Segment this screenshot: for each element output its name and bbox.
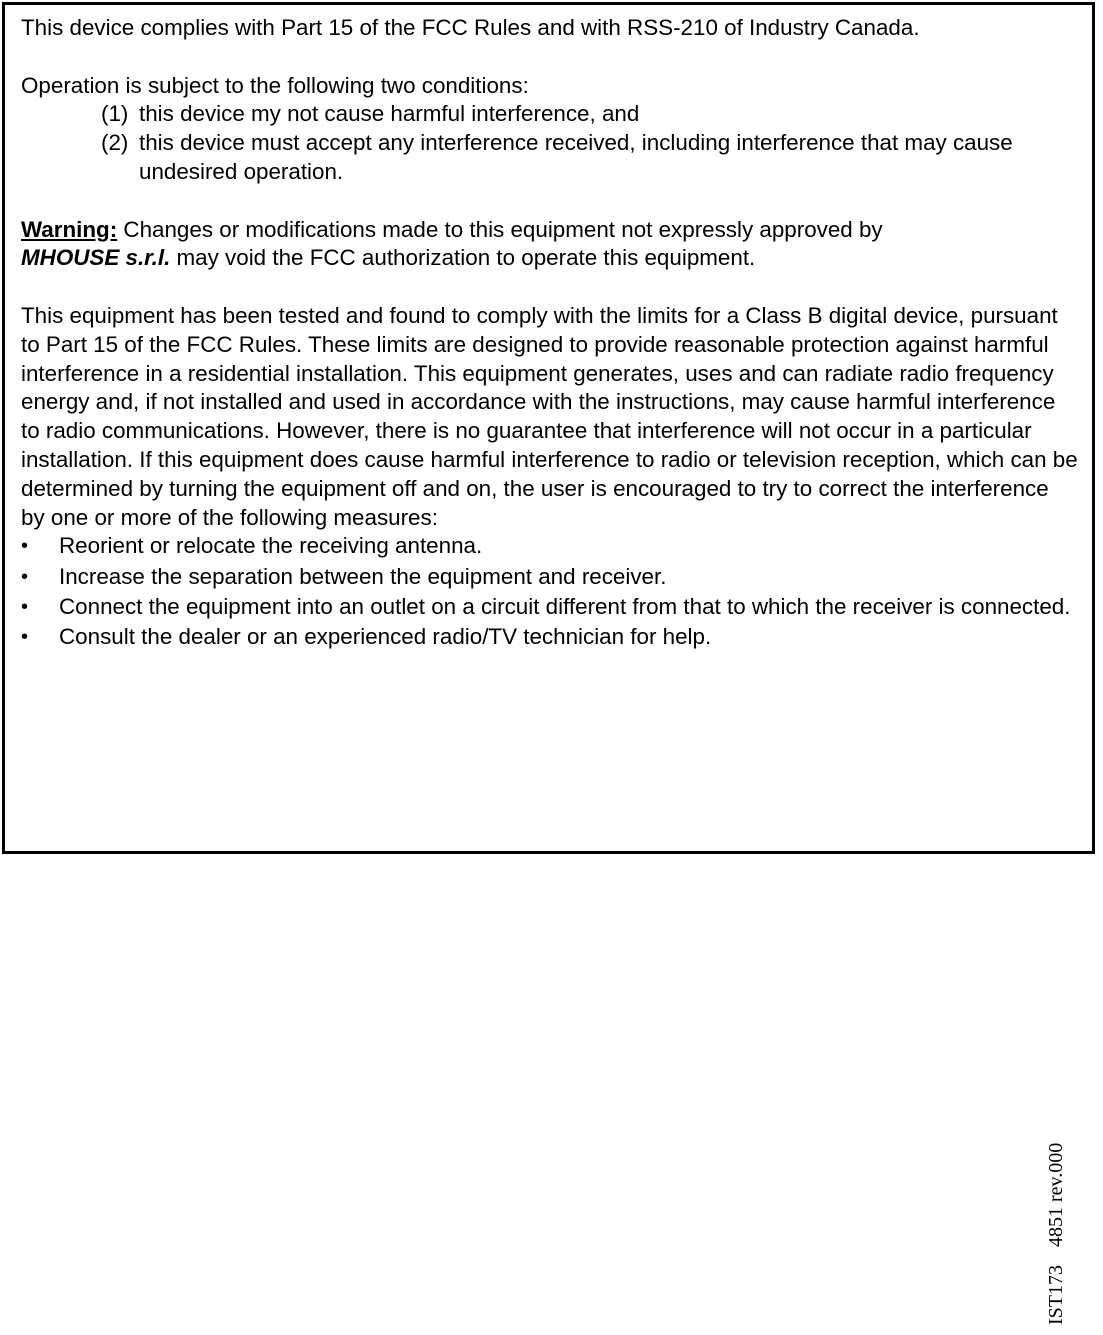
measure-text: Connect the equipment into an outlet on a circuit different from that to which the receiver is connected. bbox=[59, 593, 1071, 619]
condition-text: this device my not cause harmful interference, and bbox=[139, 101, 640, 127]
bullet-icon: • bbox=[21, 535, 29, 558]
condition-item bbox=[21, 129, 1078, 187]
list-item bbox=[21, 623, 1078, 652]
measures-list bbox=[21, 532, 1078, 652]
condition-item bbox=[21, 100, 1078, 129]
condition-text: this device must accept any interference received, including interference that may cause undesired operation. bbox=[139, 130, 1013, 184]
paragraph-gap bbox=[21, 187, 1078, 216]
fcc-notice-box bbox=[2, 2, 1095, 854]
paragraph-gap bbox=[21, 273, 1078, 302]
compliance-statement: This device complies with Part 15 of the FCC Rules and with RSS-210 of Industry Canada. bbox=[21, 15, 920, 40]
warning-text-after: may void the FCC authorization to operate this equipment. bbox=[170, 245, 756, 271]
warning-text-before: Changes or modifications made to this equipment not expressly approved by bbox=[117, 216, 883, 242]
bullet-icon: • bbox=[21, 626, 29, 649]
measure-text: Consult the dealer or an experienced radio/TV technician for help. bbox=[59, 624, 712, 650]
company-name: MHOUSE s.r.l. bbox=[21, 245, 171, 271]
document-code bbox=[1044, 1085, 1068, 1325]
paragraph-gap bbox=[21, 43, 1078, 72]
class-b-statement: This equipment has been tested and found to comply with the limits for a Class B digital device, pursuant to Part 15 of the FCC Rules. These limits are designed to provide reasonable protection against harmful interference in a residential installation. This equipment generates, uses and can radiate radio frequency energy and, if not installed and used in accordance with the instructions, may cause harmful interference to radio communications. However, there is no guarantee that interference will not occur in a particular installation. If this equipment does cause harmful interference to radio or television reception, which can be determined by turning the equipment off and on, the user is encouraged to try to correct the interference by one or more of the following measures: bbox=[21, 302, 1078, 530]
bullet-icon: • bbox=[21, 565, 29, 588]
condition-number: (2) bbox=[101, 130, 129, 156]
condition-number: (1) bbox=[101, 101, 129, 127]
warning-label: Warning: bbox=[21, 216, 118, 242]
conditions-intro: Operation is subject to the following two conditions: bbox=[21, 72, 529, 98]
document-revision: 4851 rev.000 bbox=[1045, 1142, 1067, 1247]
measure-text: Increase the separation between the equipment and receiver. bbox=[59, 563, 667, 589]
measure-text: Reorient or relocate the receiving antenna. bbox=[59, 533, 483, 559]
list-item bbox=[21, 532, 1078, 561]
bullet-icon: • bbox=[21, 595, 29, 618]
list-item bbox=[21, 593, 1078, 622]
list-item bbox=[21, 563, 1078, 592]
document-id: IST173 bbox=[1045, 1265, 1067, 1325]
warning-statement bbox=[21, 216, 1078, 274]
